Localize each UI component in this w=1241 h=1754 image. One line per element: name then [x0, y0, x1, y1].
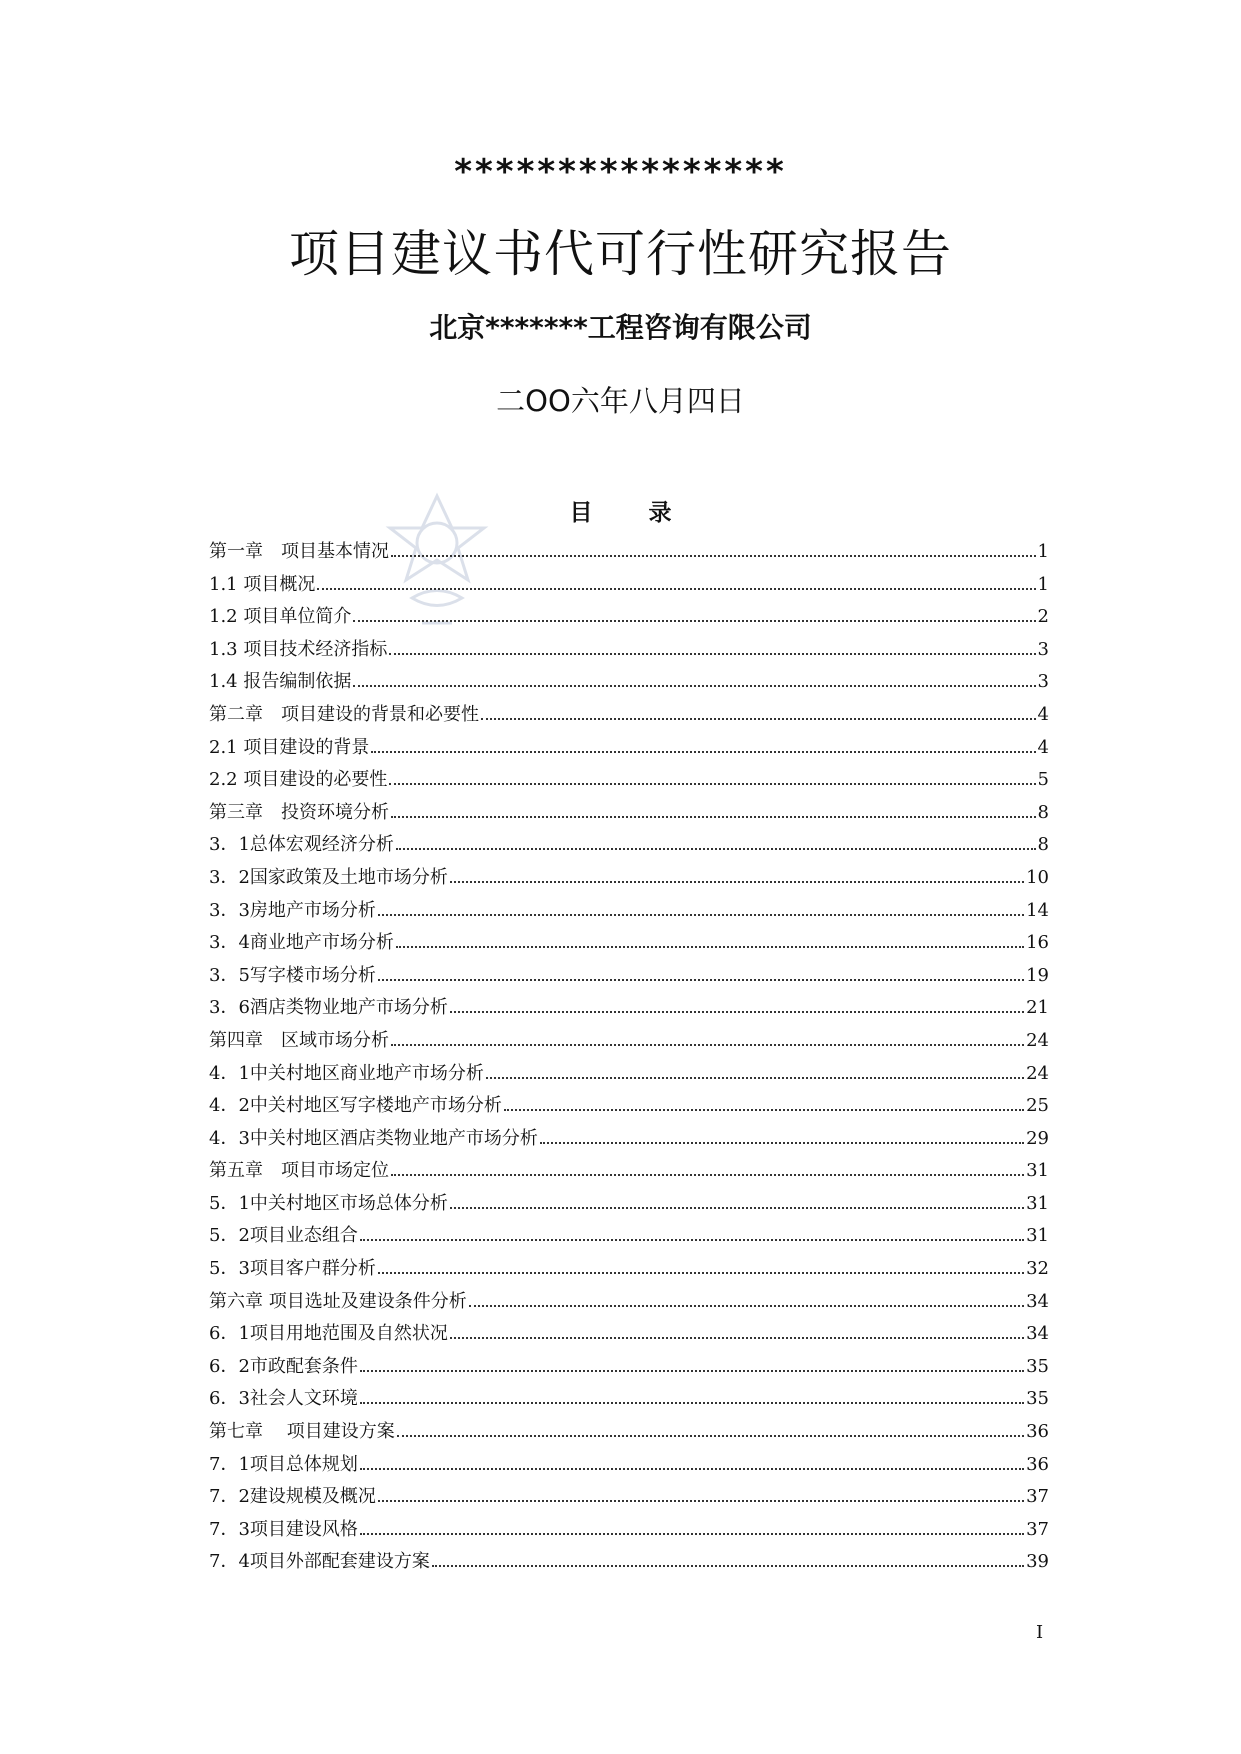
toc-entry[interactable] [209, 1546, 1049, 1579]
toc-entry-label: 3．5写字楼市场分析 [209, 964, 376, 986]
toc-entry-label: 第五章 项目市场定位 [209, 1160, 389, 1182]
toc-dot-leader [378, 1272, 1024, 1274]
company-name: 北京*******工程咨询有限公司 [429, 311, 812, 344]
toc-entry-label: 6．3社会人文环境 [209, 1388, 358, 1410]
toc-entry[interactable] [209, 732, 1049, 765]
toc-entry-page: 14 [1026, 899, 1049, 921]
toc-dot-leader [360, 1402, 1024, 1404]
toc-entry[interactable] [209, 634, 1049, 667]
toc-dot-leader [450, 881, 1024, 883]
toc-dot-leader [360, 1468, 1024, 1470]
toc-dot-leader [391, 555, 1036, 557]
toc-dot-leader [353, 685, 1035, 687]
toc-entry-label: 4．2中关村地区写字楼地产市场分析 [209, 1095, 502, 1117]
toc-entry-page: 31 [1026, 1160, 1049, 1182]
toc-dot-leader [371, 751, 1035, 753]
toc-dot-leader [389, 653, 1035, 655]
toc-entry[interactable] [209, 1253, 1049, 1286]
toc-dot-leader [396, 946, 1024, 948]
toc-dot-leader [450, 1011, 1024, 1013]
toc-entry[interactable] [209, 536, 1049, 569]
toc-entry-page: 37 [1026, 1486, 1049, 1508]
toc-entry-page: 8 [1037, 834, 1049, 856]
toc-entry-page: 3 [1037, 671, 1049, 693]
page-number: I [1036, 1622, 1044, 1643]
toc-entry-page: 31 [1026, 1225, 1049, 1247]
toc-entry[interactable] [209, 1351, 1049, 1384]
toc-entry-label: 第二章 项目建设的背景和必要性 [209, 703, 479, 725]
toc-entry[interactable] [209, 829, 1049, 862]
toc-dot-leader [391, 816, 1036, 818]
toc-entry[interactable] [209, 1449, 1049, 1482]
toc-entry[interactable] [209, 1188, 1049, 1221]
toc-entry[interactable] [209, 927, 1049, 960]
toc-entry-label: 2.1 项目建设的背景 [209, 736, 370, 758]
toc-entry-page: 24 [1026, 1029, 1049, 1051]
toc-entry-label: 第一章 项目基本情况 [209, 541, 389, 562]
toc-dot-leader [397, 1435, 1024, 1437]
toc-entry[interactable] [209, 1481, 1049, 1514]
toc-dot-leader [450, 1207, 1024, 1209]
toc-dot-leader [378, 914, 1024, 916]
toc-entry-page: 4 [1037, 736, 1049, 758]
toc-entry-page: 19 [1026, 964, 1049, 986]
toc-entry-label: 5．2项目业态组合 [209, 1225, 358, 1247]
toc-entry-label: 3．6酒店类物业地产市场分析 [209, 997, 448, 1019]
toc-entry-page: 35 [1026, 1355, 1049, 1377]
toc-entry-page: 21 [1026, 997, 1049, 1019]
toc-entry-label: 第三章 投资环境分析 [209, 801, 389, 823]
report-date: 二OO六年八月四日 [496, 384, 745, 418]
toc-entry-label: 2.2 项目建设的必要性 [209, 769, 388, 791]
toc-entry[interactable] [209, 992, 1049, 1025]
toc-entry[interactable] [209, 1514, 1049, 1547]
toc-entry[interactable] [209, 1220, 1049, 1253]
toc-entry[interactable] [209, 569, 1049, 602]
toc-entry-page: 37 [1026, 1518, 1049, 1540]
toc-entry[interactable] [209, 862, 1049, 895]
toc-entry[interactable] [209, 1155, 1049, 1188]
toc-entry[interactable] [209, 1090, 1049, 1123]
toc-entry-label: 1.4 报告编制依据 [209, 671, 352, 693]
toc-entry[interactable] [209, 1123, 1049, 1156]
toc-entry[interactable] [209, 1286, 1049, 1319]
toc-entry[interactable] [209, 895, 1049, 928]
toc-entry-page: 3 [1037, 638, 1049, 660]
toc-entry-label: 3．3房地产市场分析 [209, 899, 376, 921]
toc-entry-page: 35 [1026, 1388, 1049, 1410]
toc-dot-leader [360, 1370, 1024, 1372]
toc-title: 目录 [569, 500, 728, 526]
toc-entry-page: 31 [1026, 1192, 1049, 1214]
toc-dot-leader [378, 979, 1024, 981]
toc-entry[interactable] [209, 764, 1049, 797]
toc-entry-page: 36 [1026, 1421, 1049, 1443]
toc-entry-label: 3．1总体宏观经济分析 [209, 834, 394, 856]
toc-entry-page: 5 [1037, 769, 1049, 791]
toc-entry-label: 6．2市政配套条件 [209, 1355, 358, 1377]
toc-entry-page: 2 [1037, 606, 1049, 628]
toc-entry-label: 3．2国家政策及土地市场分析 [209, 866, 448, 888]
toc-dot-leader [391, 1044, 1024, 1046]
toc-dot-leader [450, 1337, 1024, 1339]
toc-entry-page: 16 [1026, 932, 1049, 954]
toc-dot-leader [360, 1239, 1024, 1241]
toc-entry-label: 3．4商业地产市场分析 [209, 932, 394, 954]
toc-dot-leader [540, 1142, 1024, 1144]
toc-entry-label: 4．1中关村地区商业地产市场分析 [209, 1062, 484, 1084]
toc-entry-page: 39 [1026, 1551, 1049, 1573]
toc-entry[interactable] [209, 1416, 1049, 1449]
toc-entry-label: 7．4项目外部配套建设方案 [209, 1551, 430, 1573]
toc-entry[interactable] [209, 1025, 1049, 1058]
toc-entry-page: 4 [1037, 703, 1049, 725]
toc-entry-label: 7．3项目建设风格 [209, 1518, 358, 1540]
toc-entry-label: 5．3项目客户群分析 [209, 1258, 376, 1280]
toc-entry-label: 6．1项目用地范围及自然状况 [209, 1323, 448, 1345]
toc-dot-leader [353, 620, 1035, 622]
toc-dot-leader [504, 1109, 1024, 1111]
toc-entry[interactable] [209, 666, 1049, 699]
table-of-contents [209, 536, 1049, 1579]
toc-entry-label: 第六章 项目选址及建设条件分析 [209, 1290, 467, 1312]
toc-entry-label: 4．3中关村地区酒店类物业地产市场分析 [209, 1127, 538, 1149]
toc-entry-page: 29 [1026, 1127, 1049, 1149]
toc-dot-leader [396, 848, 1036, 850]
toc-entry[interactable] [209, 1318, 1049, 1351]
toc-dot-leader [432, 1565, 1024, 1567]
toc-entry[interactable] [209, 1383, 1049, 1416]
toc-entry-label: 1.1 项目概况 [209, 573, 316, 595]
toc-entry-page: 36 [1026, 1453, 1049, 1475]
toc-entry-page: 1 [1037, 541, 1049, 562]
toc-entry-page: 10 [1026, 866, 1049, 888]
toc-entry[interactable] [209, 601, 1049, 634]
toc-entry-label: 1.3 项目技术经济指标 [209, 638, 388, 660]
toc-entry[interactable] [209, 1058, 1049, 1091]
toc-entry-label: 5．1中关村地区市场总体分析 [209, 1192, 448, 1214]
toc-entry-label: 7．1项目总体规划 [209, 1453, 358, 1475]
toc-entry-page: 24 [1026, 1062, 1049, 1084]
toc-dot-leader [389, 783, 1035, 785]
toc-entry-page: 34 [1026, 1323, 1049, 1345]
toc-entry-label: 第四章 区域市场分析 [209, 1029, 389, 1051]
toc-dot-leader [391, 1174, 1024, 1176]
toc-dot-leader [317, 588, 1035, 590]
report-title: 项目建议书代可行性研究报告 [289, 225, 952, 283]
toc-entry[interactable] [209, 797, 1049, 830]
toc-entry-label: 第七章 项目建设方案 [209, 1421, 395, 1443]
toc-entry[interactable] [209, 960, 1049, 993]
toc-entry[interactable] [209, 699, 1049, 732]
toc-entry-label: 1.2 项目单位简介 [209, 606, 352, 628]
toc-dot-leader [486, 1077, 1024, 1079]
toc-entry-page: 25 [1026, 1095, 1049, 1117]
toc-entry-label: 7．2建设规模及概况 [209, 1486, 376, 1508]
toc-entry-page: 34 [1026, 1290, 1049, 1312]
toc-entry-page: 8 [1037, 801, 1049, 823]
toc-dot-leader [360, 1533, 1024, 1535]
title-stars: **************** [454, 152, 787, 192]
toc-dot-leader [481, 718, 1036, 720]
toc-entry-page: 32 [1026, 1258, 1049, 1280]
toc-entry-page: 1 [1037, 573, 1049, 595]
toc-dot-leader [469, 1305, 1024, 1307]
toc-dot-leader [378, 1500, 1024, 1502]
